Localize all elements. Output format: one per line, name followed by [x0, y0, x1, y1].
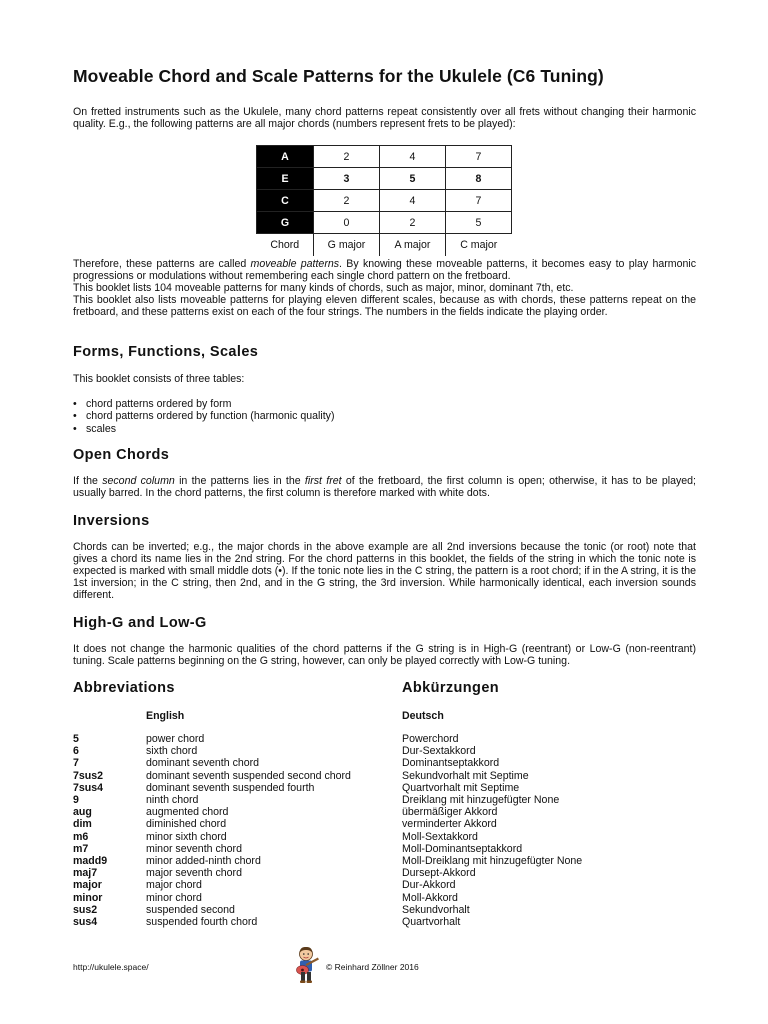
abbreviation-key: aug [73, 806, 92, 819]
abbreviation-german: Dur-Akkord [402, 879, 456, 892]
abbreviation-row [73, 770, 696, 782]
page-title: Moveable Chord and Scale Patterns for the Ukulele (C6 Tuning) [73, 66, 604, 86]
fret-cell: 7 [446, 146, 512, 168]
booklet-chords-paragraph: This booklet lists 104 moveable patterns for many kinds of chords, such as major, minor, dominant 7th, etc. [73, 281, 574, 294]
fret-cell: 0 [314, 212, 380, 234]
list-item: • chord patterns ordered by function (harmonic quality) [73, 410, 335, 422]
fret-cell: 8 [446, 168, 512, 190]
abbreviation-row [73, 757, 696, 769]
section-heading-high-low-g: High-G and Low-G [73, 615, 207, 631]
abbreviation-german: Moll-Dreiklang mit hinzugefügter None [402, 855, 583, 867]
abbreviation-row [73, 806, 696, 818]
abbreviation-german: Dur-Sextakkord [402, 745, 476, 758]
abbreviation-german: Moll-Akkord [402, 891, 458, 904]
abbreviation-english: suspended fourth chord [146, 916, 258, 928]
abbreviation-key: 7sus4 [73, 781, 104, 794]
body-text-block [73, 259, 696, 319]
abbreviation-row [73, 879, 696, 891]
forms-paragraph: This booklet consists of three tables: [73, 373, 245, 385]
abbreviation-row [73, 867, 696, 879]
fret-cell: 4 [380, 190, 446, 212]
abbreviation-english: dominant seventh suspended fourth [146, 781, 315, 794]
section-heading-abkuerzungen: Abkürzungen [402, 680, 500, 696]
abbreviation-german: Sekundvorhalt mit Septime [402, 769, 529, 782]
section-heading-forms: Forms, Functions, Scales [73, 344, 259, 360]
fret-cell: 2 [314, 146, 380, 168]
string-label: E [257, 168, 314, 190]
section-heading-inversions: Inversions [73, 513, 150, 529]
list-item: • scales [73, 423, 335, 435]
footer-url: http://ukulele.space/ [73, 962, 149, 972]
abbreviation-key: 7sus2 [73, 769, 104, 782]
abbreviation-key: sus4 [73, 916, 98, 928]
abbreviation-row [73, 831, 696, 843]
table-row [257, 168, 512, 190]
list-item: • chord patterns ordered by form [73, 398, 335, 410]
abbreviation-key: 6 [73, 745, 79, 758]
abbreviation-key: maj7 [73, 867, 98, 880]
abbreviation-english: ninth chord [146, 794, 199, 806]
abbreviation-row [73, 892, 696, 904]
abbreviation-german: Dursept-Akkord [402, 867, 476, 880]
moveable-paragraph: Therefore, these patterns are called moveable patterns. By knowing these moveable patterns, it becomes easy to play harmonic progressions or modulations without remembering each single chord pattern on the fretboard. [73, 258, 697, 282]
section-heading-open-chords: Open Chords [73, 447, 170, 463]
fret-cell: 5 [446, 212, 512, 234]
abbreviation-key: madd9 [73, 855, 108, 867]
abbreviation-english: minor added-ninth chord [146, 855, 261, 867]
forms-bullet-list [73, 398, 335, 435]
section-heading-abbreviations: Abbreviations [73, 680, 175, 696]
fret-cell: 5 [380, 168, 446, 190]
fret-cell: 4 [380, 146, 446, 168]
inversions-paragraph: Chords can be inverted; e.g., the major chords in the above example are all 2nd inversions because the tonic (or root) note that gives a chord its name lies in the 2nd string. For the chord patterns in this booklet, the fields of the string in which the tonic note is expected is marked with small middle dots (•). If the tonic note lies in the C string, the pattern is a root chord; if in the A string, it is the 1st inversion; in the C string, then 2nd, and in the G string, the 3rd inversion. While harmonically identical, each inversion sounds different. [73, 541, 696, 601]
abbreviation-german: Sekundvorhalt [402, 903, 470, 916]
abbreviation-english: diminished chord [146, 818, 227, 831]
abbreviation-key: m7 [73, 842, 89, 855]
string-label: C [257, 190, 314, 212]
string-label: G [257, 212, 314, 234]
intro-paragraph: On fretted instruments such as the Ukulele, many chord patterns repeat consistently over all frets without changing their harmonic quality. E.g., the following patterns are all major chords (numbers represent frets to be played): [73, 106, 696, 130]
table-row [257, 190, 512, 212]
abbreviation-german: Dreiklang mit hinzugefügter None [402, 794, 560, 806]
abbreviation-german: Powerchord [402, 733, 459, 745]
string-label: A [257, 146, 314, 168]
abbreviation-german: Quartvorhalt mit Septime [402, 781, 520, 794]
abbreviation-key: minor [73, 891, 103, 904]
table-row [257, 146, 512, 168]
abbreviation-english: minor chord [146, 891, 202, 904]
abbreviation-key: 5 [73, 733, 79, 745]
footer-copyright: © Reinhard Zöllner 2016 [326, 962, 419, 972]
abbreviation-row [73, 745, 696, 757]
abbreviation-key: 9 [73, 794, 79, 806]
fret-cell: 2 [314, 190, 380, 212]
abbreviation-english: suspended second [146, 903, 235, 916]
abbreviation-english: minor sixth chord [146, 830, 227, 843]
footer-chord-label: Chord [257, 234, 314, 257]
abbreviation-english: power chord [146, 733, 205, 745]
abbreviation-english: major seventh chord [146, 867, 242, 880]
chord-table [256, 145, 512, 256]
abbreviation-row [73, 855, 696, 867]
abbreviation-row [73, 794, 696, 806]
abbreviation-key: 7 [73, 757, 79, 770]
fret-cell: 2 [380, 212, 446, 234]
abbreviation-english: dominant seventh suspended second chord [146, 769, 351, 782]
table-row [257, 212, 512, 234]
abbreviation-row [73, 843, 696, 855]
ukulele-player-icon [292, 945, 322, 985]
abbreviation-english: minor seventh chord [146, 842, 242, 855]
abbreviation-english: major chord [146, 879, 202, 892]
chord-name-label: G major [314, 234, 380, 257]
abbreviation-key: m6 [73, 830, 89, 843]
abbreviation-german: Dominantseptakkord [402, 757, 500, 770]
booklet-scales-paragraph: This booklet also lists moveable patterns for playing eleven different scales, because as with chords, these patterns repeat on the fretboard, and these patterns exist on each of the four strings. The numbers in the fields indicate the playing order. [73, 293, 696, 318]
abbreviation-key: major [73, 879, 102, 892]
abbreviation-key: sus2 [73, 903, 98, 916]
abbreviation-row [73, 904, 696, 916]
chord-name-label: A major [380, 234, 446, 257]
abbreviation-english: sixth chord [146, 745, 198, 758]
abbreviation-german: Moll-Sextakkord [402, 830, 478, 843]
abbreviation-english: dominant seventh chord [146, 757, 260, 770]
abbreviation-german: übermäßiger Akkord [402, 806, 498, 819]
column-header-english: English [146, 710, 185, 722]
chord-name-label: C major [446, 234, 512, 257]
abbreviation-german: verminderter Akkord [402, 818, 497, 831]
abbreviation-row [73, 733, 696, 745]
abbreviation-english: augmented chord [146, 806, 229, 819]
fret-cell: 7 [446, 190, 512, 212]
abbreviation-row [73, 782, 696, 794]
abbreviation-row [73, 818, 696, 830]
abbreviation-german: Quartvorhalt [402, 916, 461, 928]
table-footer-row [257, 234, 512, 257]
abbreviation-key: dim [73, 818, 92, 831]
column-header-deutsch: Deutsch [402, 710, 444, 722]
open-chords-paragraph: If the second column in the patterns lies in the first fret of the fretboard, the first column is open; otherwise, it has to be played; usually barred. In the chord patterns, the first column is therefore marked with white dots. [73, 475, 696, 499]
fret-cell: 3 [314, 168, 380, 190]
abbreviation-german: Moll-Dominantseptakkord [402, 842, 523, 855]
high-low-g-paragraph: It does not change the harmonic qualities of the chord patterns if the G string is in High-G (reentrant) or Low-G (non-reentrant) tuning. Scale patterns beginning on the G string, however, can only be played correctly with Low-G tuning. [73, 643, 696, 667]
abbreviation-row [73, 916, 696, 928]
